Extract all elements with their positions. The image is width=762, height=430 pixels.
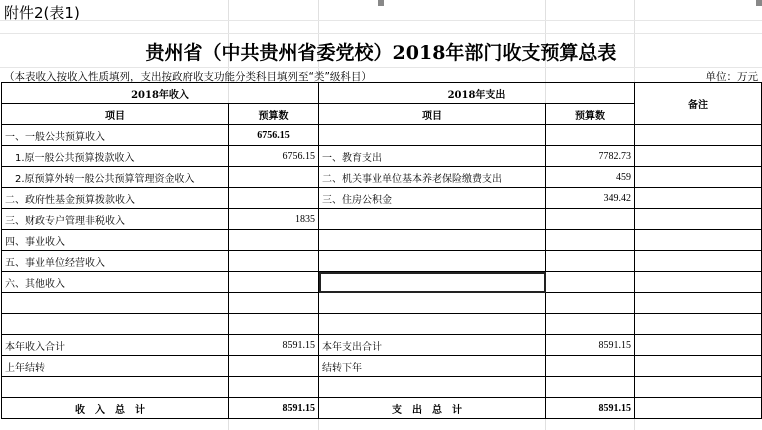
selected-cell[interactable] — [319, 272, 546, 293]
carry-out-label[interactable]: 结转下年 — [319, 356, 546, 377]
income-item[interactable]: 2.原预算外转一般公共预算管理资金收入 — [2, 167, 229, 188]
expense-item[interactable]: 三、住房公积金 — [319, 188, 546, 209]
income-value[interactable]: 6756.15 — [229, 125, 319, 146]
expense-budget-header: 预算数 — [546, 104, 635, 125]
income-total-value[interactable]: 8591.15 — [229, 335, 319, 356]
table-row — [2, 230, 762, 251]
column-marker — [756, 0, 762, 6]
empty-cell[interactable] — [635, 377, 762, 398]
empty-cell[interactable] — [2, 314, 229, 335]
income-item[interactable]: 六、其他收入 — [2, 272, 229, 293]
income-item[interactable]: 五、事业单位经营收入 — [2, 251, 229, 272]
expense-value[interactable] — [546, 125, 635, 146]
income-item[interactable]: 一、一般公共预算收入 — [2, 125, 229, 146]
remarks-cell[interactable] — [635, 356, 762, 377]
expense-group-header: 2018年支出 — [319, 83, 635, 104]
expense-item[interactable] — [319, 251, 546, 272]
table-row — [2, 188, 762, 209]
grand-expense-label[interactable]: 支出总计 — [319, 398, 546, 419]
expense-item-header: 项目 — [319, 104, 546, 125]
income-value[interactable] — [229, 251, 319, 272]
table-row — [2, 167, 762, 188]
expense-item[interactable]: 二、机关事业单位基本养老保险缴费支出 — [319, 167, 546, 188]
income-value[interactable] — [229, 167, 319, 188]
expense-value[interactable] — [546, 251, 635, 272]
remarks-cell[interactable] — [635, 167, 762, 188]
table-row — [2, 209, 762, 230]
empty-cell[interactable] — [229, 377, 319, 398]
empty-cell[interactable] — [319, 293, 546, 314]
income-value[interactable] — [229, 272, 319, 293]
empty-row — [2, 377, 762, 398]
grand-income-value[interactable]: 8591.15 — [229, 398, 319, 419]
empty-cell[interactable] — [546, 293, 635, 314]
carry-in-value[interactable] — [229, 356, 319, 377]
grand-expense-value[interactable]: 8591.15 — [546, 398, 635, 419]
grid-line — [0, 67, 762, 68]
expense-value[interactable] — [546, 209, 635, 230]
grid-line — [0, 20, 762, 21]
unit-label: 单位：万元 — [705, 71, 758, 83]
remarks-cell[interactable] — [635, 188, 762, 209]
page-title: 贵州省（中共贵州省委党校）2018年部门收支预算总表 — [145, 42, 617, 64]
expense-value[interactable]: 349.42 — [546, 188, 635, 209]
empty-cell[interactable] — [319, 377, 546, 398]
table-row — [2, 251, 762, 272]
remarks-cell[interactable] — [635, 125, 762, 146]
empty-cell[interactable] — [546, 314, 635, 335]
carry-row — [2, 356, 762, 377]
income-budget-header: 预算数 — [229, 104, 319, 125]
remarks-cell[interactable] — [635, 272, 762, 293]
income-item[interactable]: 1.原一般公共预算拨款收入 — [2, 146, 229, 167]
attachment-label: 附件2(表1) — [4, 4, 80, 22]
remarks-cell[interactable] — [635, 335, 762, 356]
expense-total-label[interactable]: 本年支出合计 — [319, 335, 546, 356]
expense-value[interactable]: 7782.73 — [546, 146, 635, 167]
expense-value[interactable] — [546, 230, 635, 251]
income-value[interactable] — [229, 188, 319, 209]
income-item[interactable]: 四、事业收入 — [2, 230, 229, 251]
grand-total-row — [2, 398, 762, 419]
carry-out-value[interactable] — [546, 356, 635, 377]
income-total-label[interactable]: 本年收入合计 — [2, 335, 229, 356]
remarks-cell[interactable] — [635, 209, 762, 230]
income-value[interactable]: 1835 — [229, 209, 319, 230]
income-group-header: 2018年收入 — [2, 83, 319, 104]
empty-row — [2, 314, 762, 335]
expense-item[interactable] — [319, 209, 546, 230]
remarks-cell[interactable] — [635, 251, 762, 272]
empty-cell[interactable] — [546, 377, 635, 398]
annual-total-row — [2, 335, 762, 356]
expense-value[interactable]: 459 — [546, 167, 635, 188]
empty-cell[interactable] — [635, 314, 762, 335]
empty-cell[interactable] — [319, 314, 546, 335]
empty-cell[interactable] — [635, 293, 762, 314]
income-item-header: 项目 — [2, 104, 229, 125]
remarks-header: 备注 — [635, 83, 762, 125]
remarks-cell[interactable] — [635, 230, 762, 251]
column-marker — [378, 0, 384, 6]
table-note: （本表收入按收入性质填列，支出按政府收支功能分类科目填列至“类”级科目） — [4, 71, 372, 83]
budget-table — [1, 82, 762, 419]
expense-total-value[interactable]: 8591.15 — [546, 335, 635, 356]
table-row — [2, 125, 762, 146]
income-value[interactable] — [229, 230, 319, 251]
grid-line — [0, 33, 762, 34]
income-item[interactable]: 三、财政专户管理非税收入 — [2, 209, 229, 230]
remarks-cell[interactable] — [635, 146, 762, 167]
empty-cell[interactable] — [229, 314, 319, 335]
grand-income-label[interactable]: 收入总计 — [2, 398, 229, 419]
income-item[interactable]: 二、政府性基金预算拨款收入 — [2, 188, 229, 209]
expense-value[interactable] — [546, 272, 635, 293]
empty-cell[interactable] — [2, 293, 229, 314]
table-row — [2, 146, 762, 167]
remarks-cell[interactable] — [635, 398, 762, 419]
expense-item[interactable] — [319, 125, 546, 146]
carry-in-label[interactable]: 上年结转 — [2, 356, 229, 377]
expense-item[interactable]: 一、教育支出 — [319, 146, 546, 167]
expense-item[interactable] — [319, 230, 546, 251]
empty-cell[interactable] — [2, 377, 229, 398]
empty-row — [2, 293, 762, 314]
empty-cell[interactable] — [229, 293, 319, 314]
table-row — [2, 272, 762, 293]
income-value[interactable]: 6756.15 — [229, 146, 319, 167]
